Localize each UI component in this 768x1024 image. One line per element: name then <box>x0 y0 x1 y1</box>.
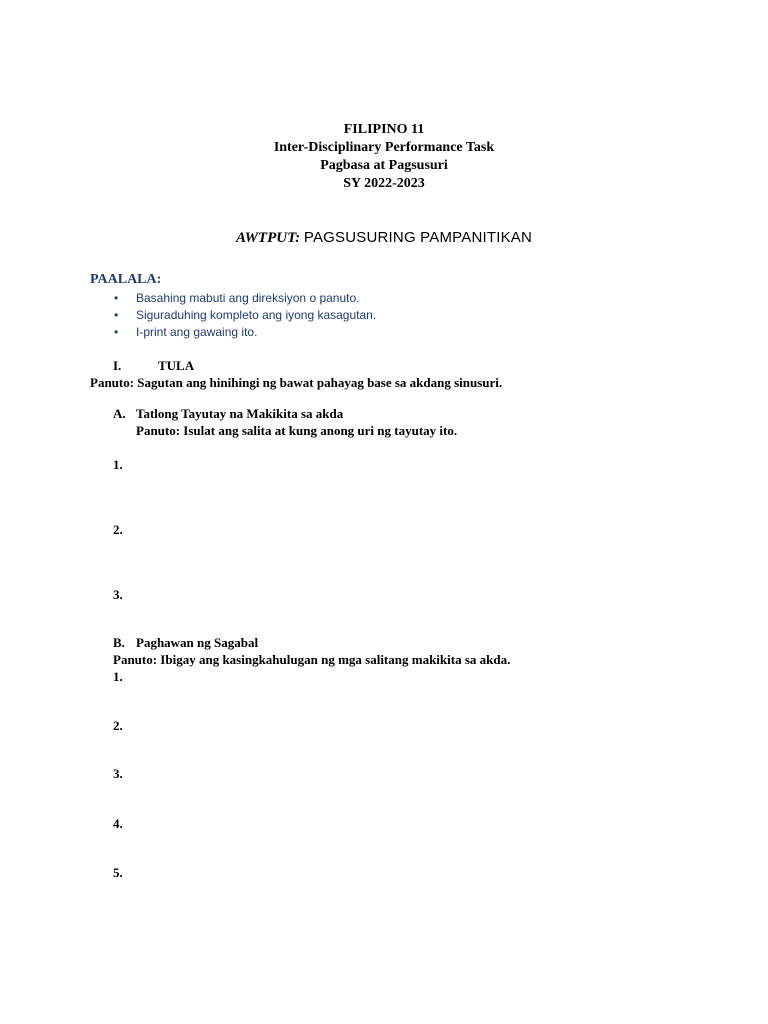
paalala-item <box>114 308 377 322</box>
bullet-icon: • <box>114 308 119 322</box>
part-a-letter: A. <box>113 406 126 421</box>
header-line-4: SY 2022-2023 <box>343 176 425 191</box>
paalala-item-text: Siguraduhing kompleto ang iyong kasagutan. <box>136 308 377 322</box>
answer-number: 4. <box>113 816 123 831</box>
part-a-title: Tatlong Tayutay na Makikita sa akda <box>136 406 344 421</box>
part-a-panuto: Panuto: Isulat ang salita at kung anong uri ng tayutay ito. <box>136 423 458 438</box>
bullet-icon: • <box>114 291 119 305</box>
paalala-heading: PAALALA: <box>90 272 162 287</box>
paalala-item <box>114 325 258 339</box>
awtput-title <box>0 229 768 247</box>
section-title: TULA <box>158 358 195 373</box>
paalala-item-text: I-print ang gawaing ito. <box>136 325 258 339</box>
section-roman: I. <box>113 358 122 373</box>
header-line-1: FILIPINO 11 <box>343 122 425 137</box>
paalala-item <box>114 291 360 305</box>
bullet-icon: • <box>114 325 119 339</box>
answer-number: 2. <box>113 522 123 537</box>
answer-number: 1. <box>113 669 123 684</box>
answer-number: 3. <box>113 766 123 781</box>
paalala-item-text: Basahing mabuti ang direksiyon o panuto. <box>136 291 360 305</box>
answer-number: 2. <box>113 718 123 733</box>
awtput-label: AWTPUT: <box>235 230 301 246</box>
part-b-letter: B. <box>113 635 125 650</box>
awtput-heading: PAGSUSURING PAMPANITIKAN <box>303 229 533 246</box>
answer-number: 3. <box>113 587 123 602</box>
section-panuto: Panuto: Sagutan ang hinihingi ng bawat pahayag base sa akdang sinusuri. <box>90 375 503 390</box>
header-line-2: Inter-Disciplinary Performance Task <box>273 140 495 155</box>
answer-number: 1. <box>113 457 123 472</box>
part-b-title: Paghawan ng Sagabal <box>136 635 259 650</box>
part-b-panuto: Panuto: Ibigay ang kasingkahulugan ng mga salitang makikita sa akda. <box>113 652 511 667</box>
answer-number: 5. <box>113 865 123 880</box>
header-line-3: Pagbasa at Pagsusuri <box>320 158 448 173</box>
